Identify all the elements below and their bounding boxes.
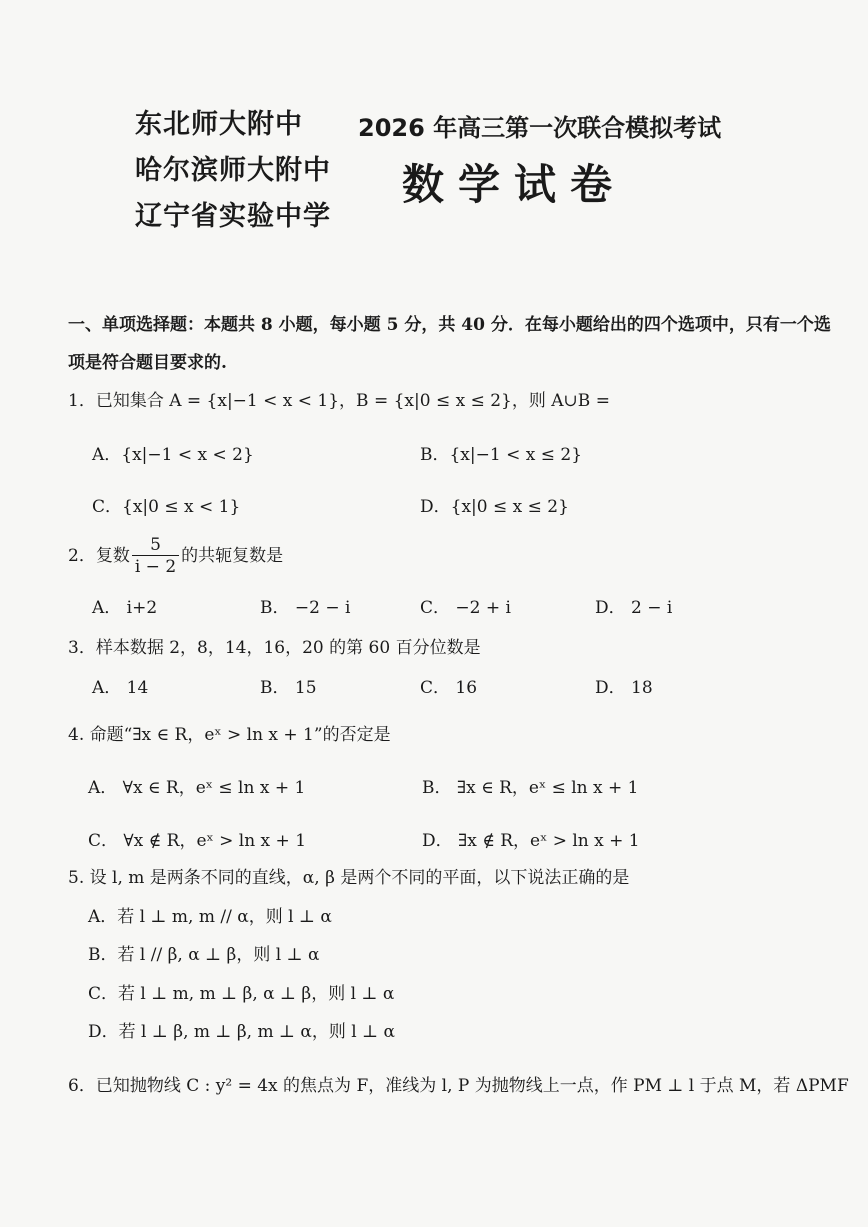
question-3-stem: 3．样本数据 2，8，14，16，20 的第 60 百分位数是 [68, 638, 481, 658]
question-3-option-c: C． 16 [420, 678, 478, 698]
school-name: 哈尔滨师大附中 [135, 155, 331, 186]
question-2-stem [68, 535, 283, 578]
question-2-option-d: D． 2 − i [595, 598, 673, 618]
question-2-suffix: 的共轭复数是 [181, 546, 284, 566]
question-5-option-b: B．若 l // β, α ⊥ β，则 l ⊥ α [88, 945, 320, 965]
question-5-stem: 5. 设 l, m 是两条不同的直线，α, β 是两个不同的平面，以下说法正确的是 [68, 868, 630, 888]
question-6-stem: 6．已知抛物线 C : y² = 4x 的焦点为 F，准线为 l, P 为抛物线上一点，作 PM ⊥ l 于点 M，若 ΔPMF [68, 1076, 849, 1096]
question-2-option-b: B． −2 − i [260, 598, 351, 618]
subject-title: 数学试卷 [402, 160, 627, 209]
school-list [135, 102, 331, 240]
question-2-option-c: C． −2 + i [420, 598, 511, 618]
question-1-stem: 1．已知集合 A = {x|−1 < x < 1}，B = {x|0 ≤ x ≤ 2}，则 A∪B = [68, 391, 610, 411]
question-4-option-c: C． ∀x ∉ R，eˣ > ln x + 1 [88, 831, 307, 851]
question-4-stem: 4. 命题“∃x ∈ R，eˣ > ln x + 1”的否定是 [68, 725, 391, 745]
school-name: 东北师大附中 [135, 109, 303, 140]
question-3-option-d: D． 18 [595, 678, 653, 698]
exam-title: 2026 年高三第一次联合模拟考试 [358, 114, 722, 142]
question-2-prefix: 2．复数 [68, 546, 130, 566]
question-1-option-c: C．{x|0 ≤ x < 1} [92, 497, 241, 517]
question-1-option-d: D．{x|0 ≤ x ≤ 2} [420, 497, 569, 517]
question-1-option-b: B．{x|−1 < x ≤ 2} [420, 445, 583, 465]
question-4-option-a: A． ∀x ∈ R，eˣ ≤ ln x + 1 [88, 778, 306, 798]
section-heading: 一、单项选择题：本题共 8 小题，每小题 5 分，共 40 分．在每小题给出的四个选项中，只有一个选项是符合题目要求的. [68, 315, 831, 373]
school-name: 辽宁省实验中学 [135, 201, 331, 232]
question-5-option-a: A．若 l ⊥ m, m // α，则 l ⊥ α [88, 907, 332, 927]
question-5-option-d: D．若 l ⊥ β, m ⊥ β, m ⊥ α，则 l ⊥ α [88, 1022, 395, 1042]
question-4-option-d: D． ∃x ∉ R，eˣ > ln x + 1 [422, 831, 640, 851]
fraction-numerator: 5 [132, 535, 179, 556]
question-1-option-a: A．{x|−1 < x < 2} [92, 445, 254, 465]
question-3-option-a: A． 14 [92, 678, 149, 698]
question-2-option-a: A． i+2 [92, 598, 158, 618]
question-4-option-b: B． ∃x ∈ R，eˣ ≤ ln x + 1 [422, 778, 639, 798]
question-5-option-c: C．若 l ⊥ m, m ⊥ β, α ⊥ β，则 l ⊥ α [88, 984, 395, 1004]
fraction-denominator: i − 2 [134, 557, 177, 577]
question-2-fraction [132, 535, 179, 578]
question-3-option-b: B． 15 [260, 678, 317, 698]
